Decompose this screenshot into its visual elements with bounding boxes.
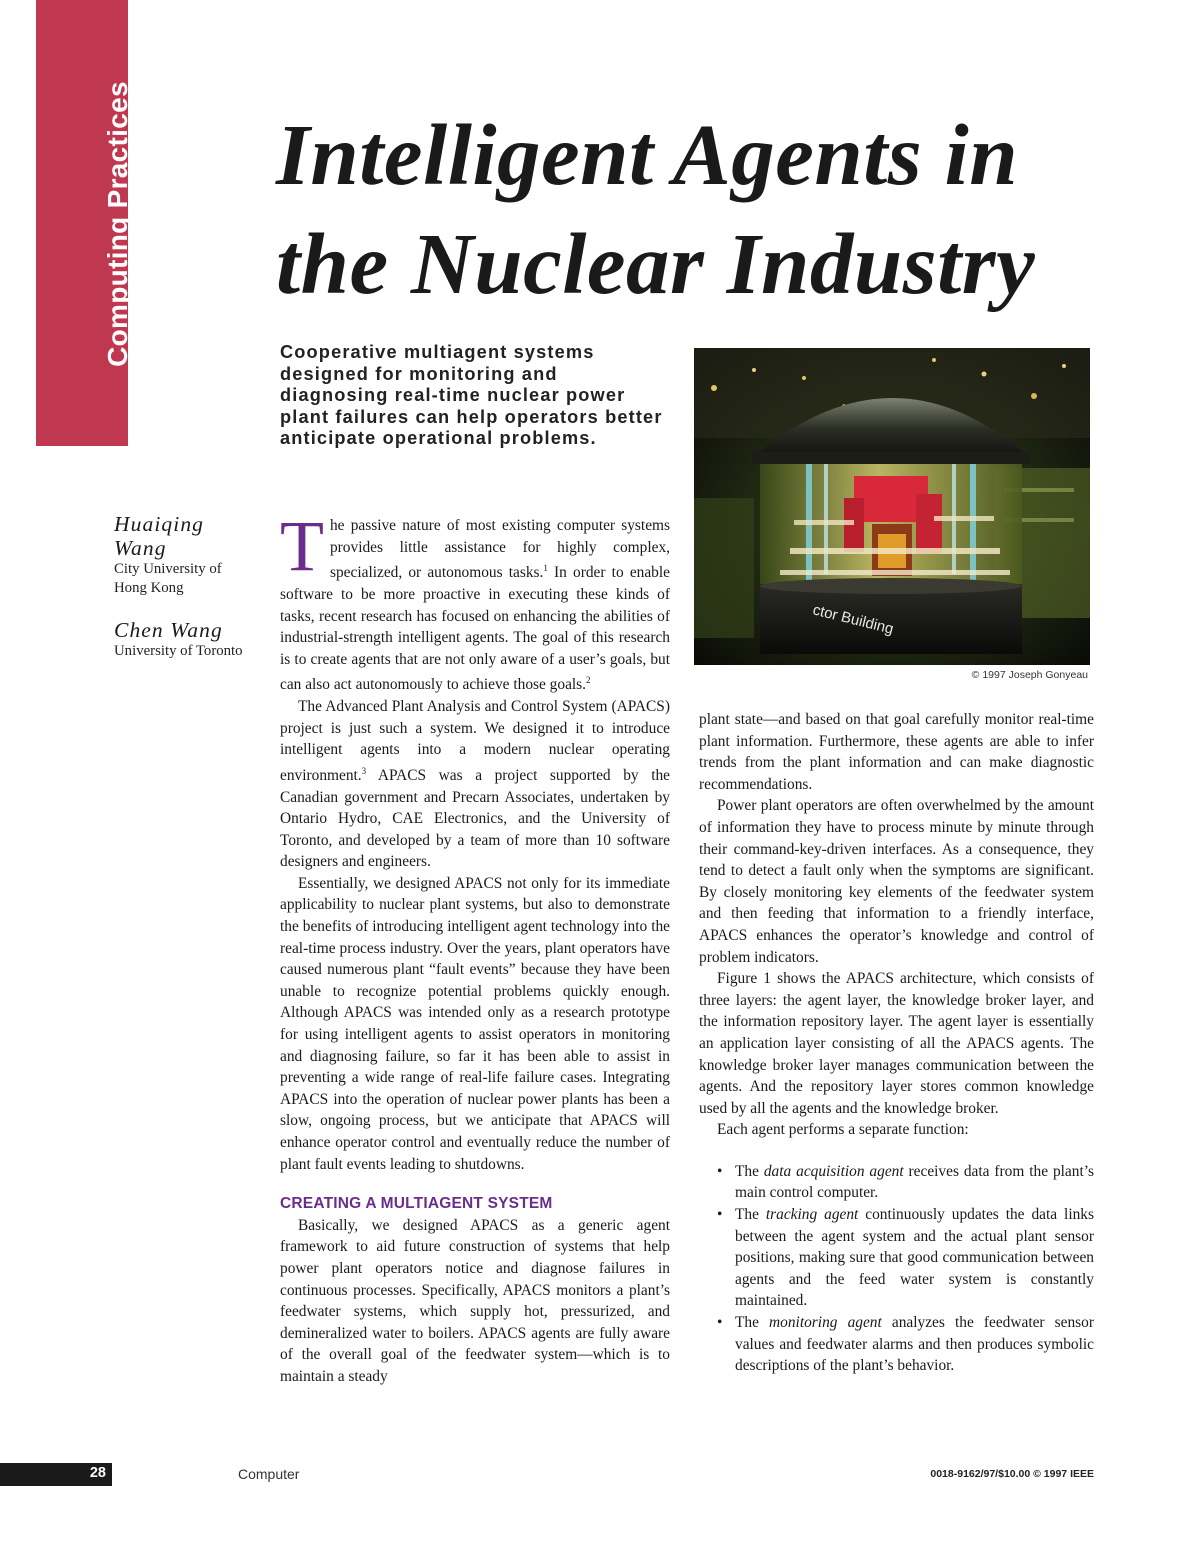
body-column-left [280,506,670,1388]
journal-name: Computer [238,1466,300,1482]
reference-mark: 1 [543,563,548,574]
section-heading: CREATING A MULTIAGENT SYSTEM [280,1195,553,1213]
author-2 [114,618,244,661]
reactor-model-photo [694,348,1090,665]
copyright-line: 0018-9162/97/$10.00 © 1997 IEEE [930,1468,1094,1480]
section-tab [36,0,133,446]
text-run: analyzes the feedwater sensor values and feedwater alarms and then produces symbolic descriptions of the plant’s behavior. [735,1314,1094,1375]
photo-credit: © 1997 Joseph Gonyeau [971,669,1088,681]
reference-mark: 2 [586,675,591,686]
text-run: receives data from the plant’s main control computer. [735,1162,1094,1202]
paragraph: Each agent performs a separate function: [717,1121,969,1139]
abstract: Cooperative multiagent systems designed for monitoring and diagnosing real-time nuclear power plant failures can help operators better anticipate operational problems. [280,342,663,449]
text-run: continuously updates the data links between the agent system and the actual plant sensor positions, making sure that good communication between agents and the feed water system is constantly maintained. [735,1206,1094,1310]
term: monitoring agent [769,1314,882,1332]
list-item [735,1161,1094,1204]
photo-label-text: ctor Building [811,601,896,638]
paragraph: Basically, we designed APACS as a generic agent framework to aid future construction of systems that help power plant operators notice and diagnose failures in continuous processes. Specifically, APACS monitors a plant’s feedwater systems, which supply hot, pressurized, and demineralized water to boilers. APACS agents are fully aware of the overall goal of the feedwater system—which is to maintain a steady [280,1216,670,1385]
paragraph [280,506,670,696]
text-run: The Advanced Plant Analysis and Control System (APACS) project is just such a system. We designed it to introduce intelligent agents into a modern nuclear operating environment. [280,698,670,784]
text-run: The [735,1162,764,1180]
author-affiliation: University of Toronto [114,643,243,659]
page-number: 28 [89,1465,106,1481]
text-run: APACS was a project supported by the Canadian government and Precarn Associates, undertaken by Ontario Hydro, CAE Electronics, and the University of Toronto, and developed by a team of more than 10 software designers and engineers. [280,766,670,871]
paragraph: Figure 1 shows the APACS architecture, which consists of three layers: the agent layer, the knowledge broker layer, and the information repository layer. The agent layer is essentially an application layer consisting of all the APACS agents. The knowledge broker layer manages communication between the agents. And the repository layer stores common knowledge used by all the agents and the knowledge broker. [699,970,1094,1117]
article-title [276,100,1176,318]
list-item [735,1312,1094,1377]
photo-illustration [694,348,1090,665]
author-1 [114,512,244,598]
text-run: The [735,1206,766,1224]
drop-cap: T [280,506,324,586]
term: tracking agent [765,1206,859,1224]
author-affiliation: City University of Hong Kong [114,561,222,596]
term: data acquisition agent [763,1162,904,1180]
list-item [735,1204,1094,1312]
agent-list [699,1161,1094,1377]
text-run: In order to enable software to be more proactive in executing these kinds of tasks, recent research has focused on enhancing the abilities of industrial-strength intelligent agents. The goal of this research is to create agents that are not only aware of a user’s goals, but can also act autonomously to achieve those goals. [280,564,670,694]
section-tab-label: Computing Practices [102,81,133,367]
title-line-2: the Nuclear Industry [276,215,1036,312]
paragraph: Power plant operators are often overwhelmed by the amount of information they have to process minute by minute through their command-key-driven interfaces. As a consequence, they tend to detect a fault only when the symptoms are significant. By closely monitoring key elements of the feedwater system and then feeding that information to a friendly interface, APACS enhances the operator’s knowledge and control of problem indicators. [699,797,1094,966]
page-number-box [0,1463,112,1486]
paragraph: Essentially, we designed APACS not only for its immediate applicability to nuclear plant systems, but also to demonstrate the benefits of introducing intelligent agent technology into the real-time process industry. Over the years, plant operators have caused numerous plant “fault events” because they have been unable to recognize potential problems quickly enough. Although APACS was intended only as a research prototype for using intelligent agents to assist operators in monitoring and diagnosing failure, so far it has been able to assist in preventing a wide range of real-life failure cases. Integrating APACS into the operation of nuclear power plants has been a slow, ongoing process, but we anticipate that APACS will enhance operator control and eventually reduce the number of plant fault events leading to shutdowns. [280,874,670,1173]
body-column-right [699,709,1094,1377]
author-name: Huaiqing Wang [114,512,205,560]
paragraph: plant state—and based on that goal carefully monitor real-time plant information. Furthermore, these agents are able to infer trends from the plant information and can make diagnostic recommendations. [699,711,1094,793]
reference-mark: 3 [361,765,367,776]
author-name: Chen Wang [114,618,223,642]
text-run: The [735,1314,770,1332]
paragraph [280,696,670,873]
title-line-1: Intelligent Agents in [276,106,1019,203]
text-run: he passive nature of most existing computer systems provides little assistance for highly complex, specialized, or autonomous tasks. [329,517,670,582]
